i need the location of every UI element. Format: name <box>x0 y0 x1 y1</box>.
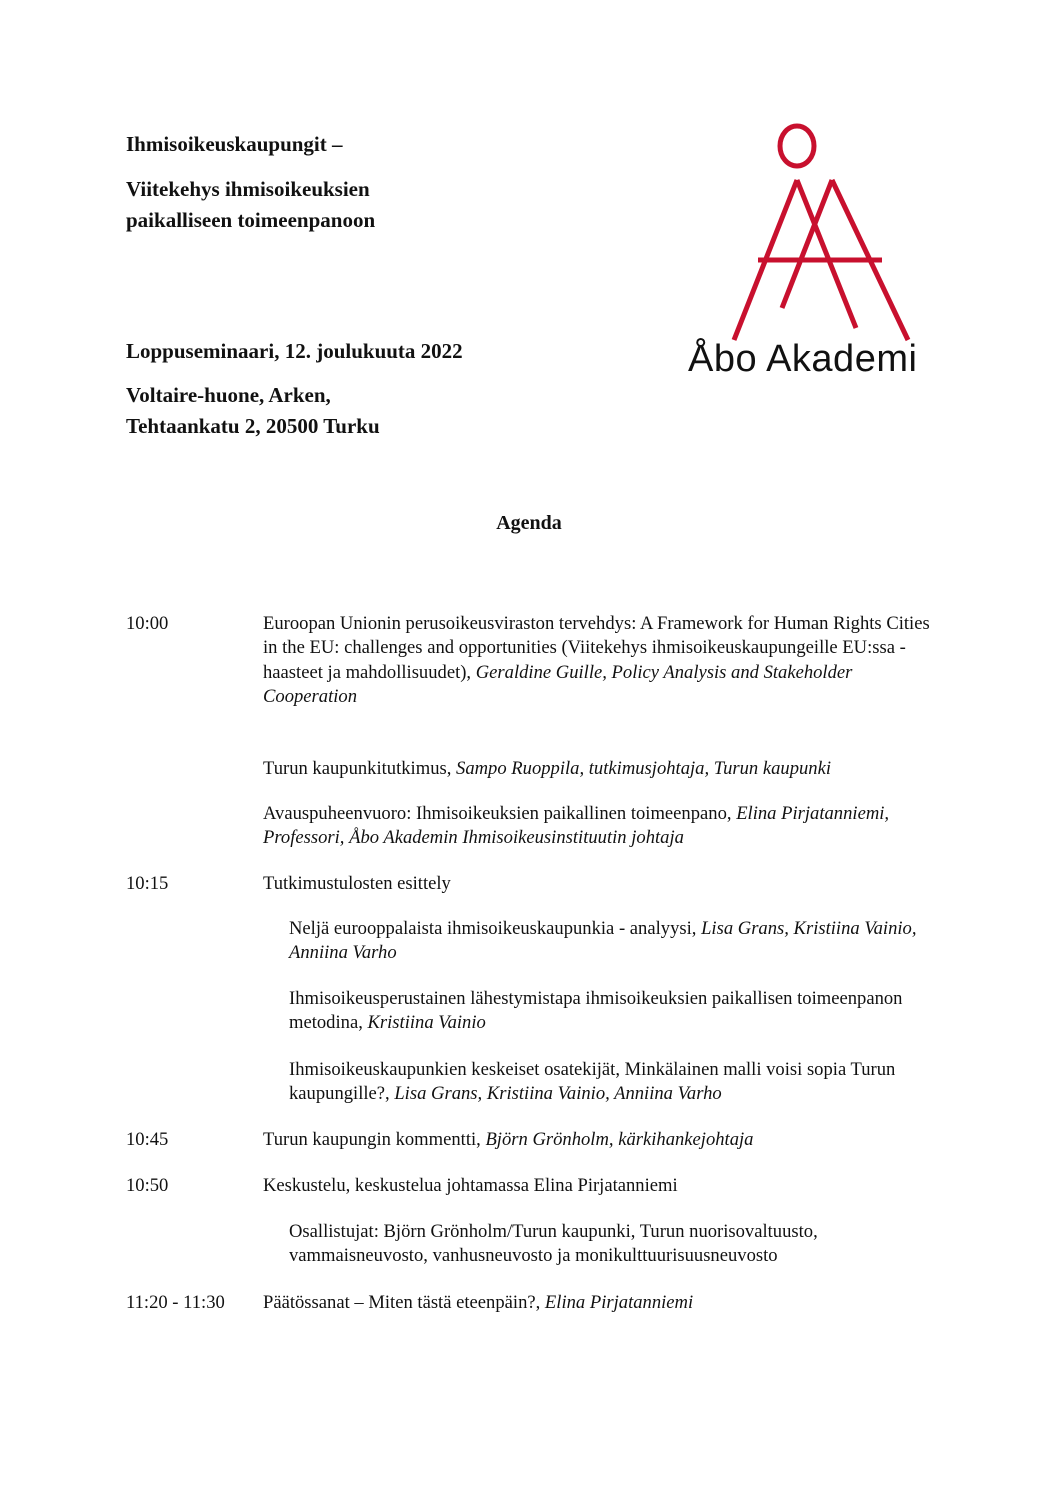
venue-line2: Tehtaankatu 2, 20500 Turku <box>126 414 380 438</box>
agenda-time: 10:45 <box>126 1129 169 1150</box>
agenda-speaker: Elina Pirjatanniemi <box>544 1292 694 1313</box>
agenda-text: Keskustelu, keskustelua johtamassa Elina Pirjatanniemi <box>263 1175 678 1196</box>
document-title-line2: Viitekehys ihmisoikeuksien <box>126 177 370 201</box>
agenda-speaker: Kristiina Vainio <box>367 1012 486 1034</box>
document-title-line3: paikalliseen toimeenpanoon <box>126 208 376 232</box>
agenda-speaker: Geraldine Guille, Policy Analysis and Stakeholder Cooperation <box>263 661 853 708</box>
agenda-text: Turun kaupungin kommentti, <box>263 1129 481 1150</box>
agenda-text: Päätössanat – Miten tästä eteenpäin?, <box>263 1292 541 1313</box>
agenda-text: Neljä eurooppalaista ihmisoikeuskaupunkia - analyysi, <box>289 918 697 939</box>
agenda-title: Agenda <box>496 512 562 534</box>
document-title-line1: Ihmisoikeuskaupungit – <box>126 132 343 156</box>
agenda-speaker: Lisa Grans, Kristiina Vainio, Anniina Varho <box>394 1083 722 1105</box>
agenda-time: 10:50 <box>126 1175 169 1196</box>
agenda-speaker: Lisa Grans, Kristiina Vainio, Anniina Varho <box>289 918 917 964</box>
venue-line1: Voltaire-huone, Arken, <box>126 383 331 407</box>
agenda-text: Euroopan Unionin perusoikeusviraston tervehdys: A Framework for Human Rights Cities in the EU: challenges and opportunities (Viitekehys ihmisoikeuskaupungeille EU:ssa - haasteet ja mahdollisuudet), <box>263 613 930 683</box>
agenda-time: 11:20 - 11:30 <box>126 1292 225 1313</box>
agenda-text: Ihmisoikeuskaupunkien keskeiset osatekijät, Minkälainen malli voisi sopia Turun kaupungille?, <box>289 1059 896 1105</box>
agenda-text: Ihmisoikeusperustainen lähestymistapa ihmisoikeuksien paikallisen toimeenpanon metodina, <box>289 988 903 1034</box>
agenda-time: 10:15 <box>126 873 169 894</box>
agenda-text: Turun kaupunkitutkimus, <box>263 758 452 779</box>
agenda-speaker: Björn Grönholm, kärkihankejohtaja <box>485 1129 754 1150</box>
agenda-text: Tutkimustulosten esittely <box>263 873 451 894</box>
agenda-text: Avauspuheenvuoro: Ihmisoikeuksien paikallinen toimeenpano, <box>263 803 732 824</box>
logo-wordmark: Åbo Akademi <box>688 338 918 380</box>
agenda-speaker: Elina Pirjatanniemi, Professori, Åbo Akademin Ihmisoikeusinstituutin johtaja <box>263 803 890 849</box>
agenda-speaker: Sampo Ruoppila, tutkimusjohtaja, Turun kaupunki <box>456 758 832 779</box>
event-date: Loppuseminaari, 12. joulukuuta 2022 <box>126 339 463 363</box>
agenda-text: Osallistujat: Björn Grönholm/Turun kaupunki, Turun nuorisovaltuusto, vammaisneuvosto, vanhusneuvosto ja monikulttuurisuusneuvosto <box>289 1221 818 1267</box>
agenda-time: 10:00 <box>126 613 169 634</box>
